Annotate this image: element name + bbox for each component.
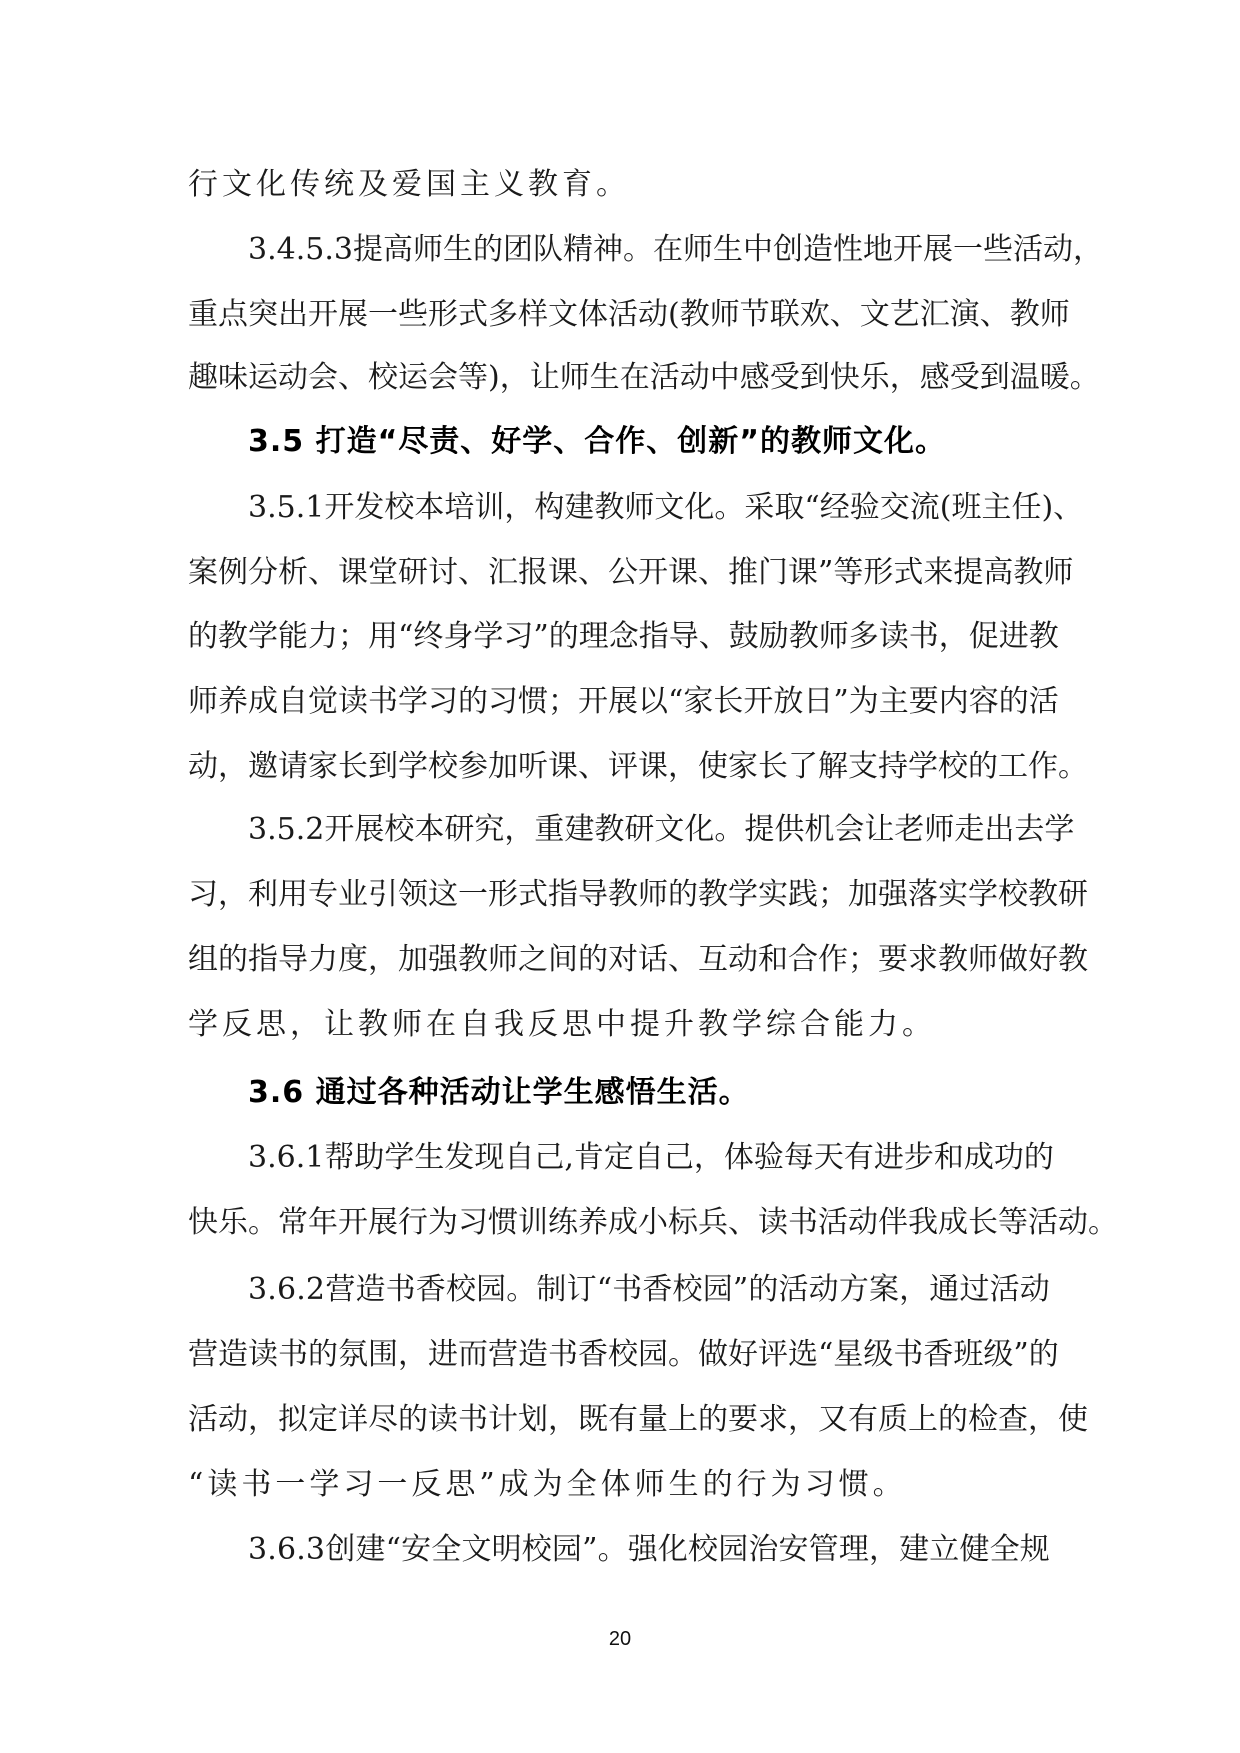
paragraph-line: 3 . 5 . 2 开 展 校 本 研 究 ， 重 建 教 研 文 化 。 提 供 机 会 让 老 师 走 出 去 学 [248, 812, 1075, 847]
page-number: 20 [608, 1628, 632, 1650]
paragraph-line: 学反思，让教师在自我反思中提升教学综合能力。 [188, 1007, 936, 1042]
paragraph-line: “读书一学习一反思”成为全体师生的行为习惯。 [188, 1467, 907, 1502]
paragraph-line: 组 的 指 导 力 度 ， 加 强 教 师 之 间 的 对 话 、 互 动 和 合 作 ； 要 求 教 师 做 好 教 [188, 942, 1088, 977]
paragraph-line: 重 点 突 出 开 展 一 些 形 式 多 样 文 体 活 动 ( 教 师 节 联 欢 、 文 艺 汇 演 、 教 师 [188, 297, 1070, 332]
paragraph-line: 3 . 6 . 2 营 造 书 香 校 园 。 制 订 “ 书 香 校 园 ” 的 活 动 方 案 ， 通 过 活 动 [248, 1272, 1050, 1307]
paragraph-line: 的 教 学 能 力 ； 用 “ 终 身 学 习 ” 的 理 念 指 导 、 鼓 励 教 师 多 读 书 ， 促 进 教 [188, 619, 1059, 654]
paragraph-line: 3 . 4 . 5 . 3 提 高 师 生 的 团 队 精 神 。 在 师 生 中 创 造 性 地 开 展 一 些 活 动 ， [248, 232, 1104, 267]
paragraph-line: 师 养 成 自 觉 读 书 学 习 的 习 惯 ； 开 展 以 “ 家 长 开 放 日 ” 为 主 要 内 容 的 活 [188, 684, 1059, 719]
paragraph-line: 趣 味 运 动 会 、 校 运 会 等 ) ， 让 师 生 在 活 动 中 感 受 到 快 乐 ， 感 受 到 温 暖 。 [188, 360, 1100, 395]
section-heading: 3.5 打造“尽责、好学、合作、创新”的教师文化。 [248, 424, 947, 459]
paragraph-line: 习 ， 利 用 专 业 引 领 这 一 形 式 指 导 教 师 的 教 学 实 践 ； 加 强 落 实 学 校 教 研 [188, 877, 1088, 912]
paragraph-line: 3 . 6 . 1 帮 助 学 生 发 现 自 己 , 肯 定 自 己 ， 体 验 每 天 有 进 步 和 成 功 的 [248, 1140, 1054, 1175]
section-heading: 3.6 通过各种活动让学生感悟生活。 [248, 1075, 750, 1110]
paragraph-line: 行文化传统及爱国主义教育。 [188, 167, 630, 202]
paragraph-line: 快 乐 。 常 年 开 展 行 为 习 惯 训 练 养 成 小 标 兵 、 读 书 活 动 伴 我 成 长 等 活 动 。 [188, 1205, 1118, 1240]
paragraph-line: 案 例 分 析 、 课 堂 研 讨 、 汇 报 课 、 公 开 课 、 推 门 课 ” 等 形 式 来 提 高 教 师 [188, 555, 1074, 590]
paragraph-line: 3 . 6 . 3 创 建 “ 安 全 文 明 校 园 ” 。 强 化 校 园 治 安 管 理 ， 建 立 健 全 规 [248, 1532, 1050, 1567]
paragraph-line: 动 ， 邀 请 家 长 到 学 校 参 加 听 课 、 评 课 ， 使 家 长 了 解 支 持 学 校 的 工 作 。 [188, 749, 1088, 784]
paragraph-line: 营 造 读 书 的 氛 围 ， 进 而 营 造 书 香 校 园 。 做 好 评 选 “ 星 级 书 香 班 级 ” 的 [188, 1337, 1059, 1372]
paragraph-line: 活 动 ， 拟 定 详 尽 的 读 书 计 划 ， 既 有 量 上 的 要 求 ， 又 有 质 上 的 检 查 ， 使 [188, 1402, 1088, 1437]
paragraph-line: 3 . 5 . 1 开 发 校 本 培 训 ， 构 建 教 师 文 化 。 采 取 “ 经 验 交 流 ( 班 主 任 ) 、 [248, 490, 1084, 525]
